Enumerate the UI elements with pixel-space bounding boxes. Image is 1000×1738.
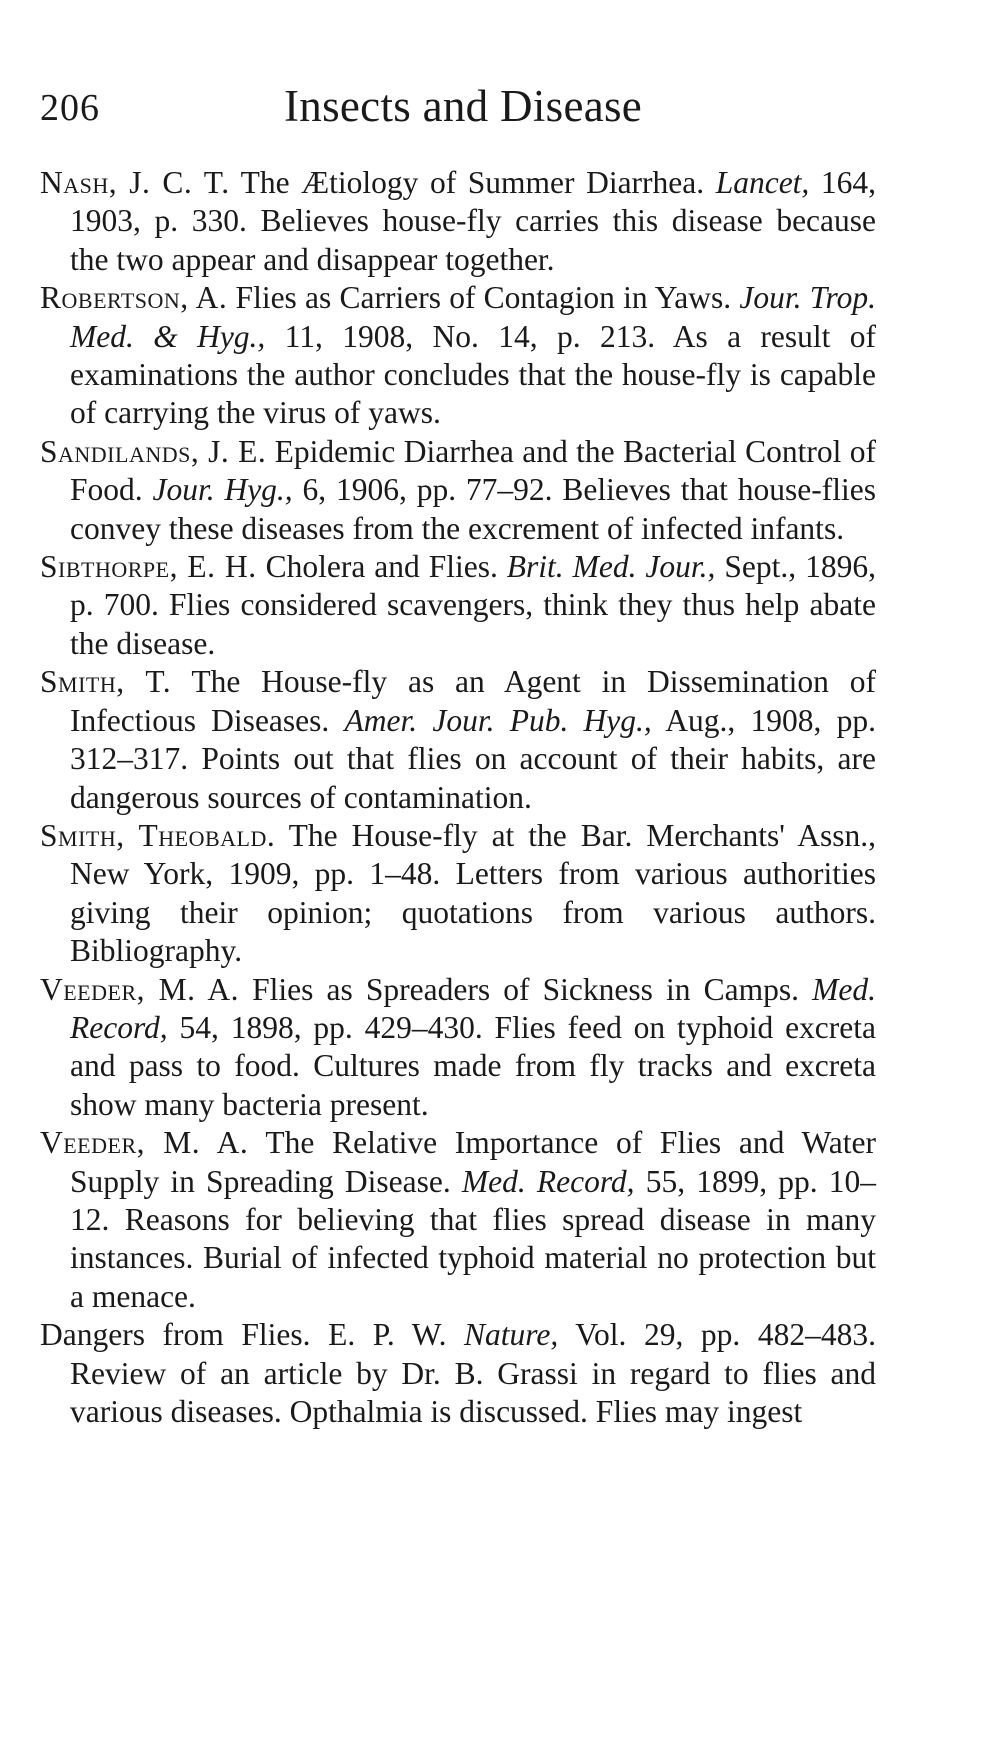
bibliography-entry <box>40 663 876 817</box>
bibliography-entry <box>40 433 876 548</box>
bibliography-entry <box>40 817 876 971</box>
entry-details: 54, 1898, pp. 429–430. Flies feed on typhoid excreta and pass to food. Cultures made from fly tracks and excreta show many bacteria present. <box>70 1009 876 1122</box>
bibliography-entry <box>40 548 876 663</box>
entry-title: The Relative Importance of Flies and Water Supply in Spreading Disease. <box>70 1125 876 1199</box>
entry-journal: Nature, <box>464 1317 559 1353</box>
entry-author: Robertson, A. <box>40 280 228 316</box>
entry-author: Sibthorpe, E. H. <box>40 549 257 585</box>
entry-details: 164, 1903, p. 330. Believes house-fly carries this disease because the two appear and disappear together. <box>70 165 877 277</box>
bibliography-entry <box>40 279 876 433</box>
entry-author: Veeder, M. A. <box>40 971 240 1007</box>
entry-journal: Jour. Hyg., <box>152 472 293 508</box>
entry-author: Smith, T. <box>40 664 172 700</box>
bibliography-list <box>40 164 876 1431</box>
bibliography-entry <box>40 164 876 279</box>
entry-details: 6, 1906, pp. 77–92. Believes that house-flies convey these diseases from the excrement of infected infants. <box>70 472 876 546</box>
entry-journal: Amer. Jour. Pub. Hyg., <box>344 702 652 738</box>
entry-journal: Brit. Med. Jour., <box>506 549 716 585</box>
entry-title: The House-fly as an Agent in Dissemination of Infectious Diseases. <box>70 664 876 738</box>
entry-author: Veeder, M. A. <box>40 1125 249 1161</box>
entry-journal: Jour. Trop. Med. & Hyg., <box>70 280 877 354</box>
entry-title: Flies as Carriers of Contagion in Yaws. <box>227 280 740 316</box>
bibliography-entry <box>40 1124 876 1316</box>
entry-title: Dangers from Flies. E. P. W. <box>40 1317 465 1353</box>
entry-author: Smith, Theobald. <box>40 817 276 853</box>
entry-journal: Lancet, <box>715 165 810 200</box>
page-number: 206 <box>40 87 100 129</box>
entry-details: 55, 1899, pp. 10–12. Reasons for believing that flies spread disease in many instances. Burial of infected typhoid material no protection but a menace. <box>70 1163 876 1314</box>
entry-details: Vol. 29, pp. 482–483. Review of an article by Dr. B. Grassi in regard to flies and various diseases. Opthalmia is discussed. Flies may ingest <box>70 1317 876 1429</box>
entry-details: Sept., 1896, p. 700. Flies considered scavengers, think they thus help abate the disease. <box>70 549 876 661</box>
entry-title: Epidemic Diarrhea and the Bacterial Control of Food. <box>70 433 876 508</box>
running-head <box>40 80 920 140</box>
entry-title: The Ætiology of Summer Diarrhea. <box>229 165 716 200</box>
entry-title: The House-fly at the Bar. Merchants' Assn., New York, 1909, pp. 1–48. Letters from various authorities giving their opinion; quotations from various authors. Bibliography. <box>70 817 876 969</box>
entry-details: 11, 1908, No. 14, p. 213. As a result of examinations the author concludes that the house-fly is capable of carrying the virus of yaws. <box>70 318 876 431</box>
entry-title: Cholera and Flies. <box>256 549 507 585</box>
entry-journal: Med. Record, <box>70 971 876 1045</box>
entry-journal: Med. Record, <box>461 1163 635 1199</box>
entry-details: Aug., 1908, pp. 312–317. Points out that flies on account of their habits, are dangerous sources of contamination. <box>70 702 876 815</box>
entry-author: Nash, J. C. T. <box>40 165 230 200</box>
running-title: Insects and Disease <box>284 81 643 131</box>
bibliography-entry <box>40 971 876 1125</box>
entry-author: Sandilands, J. E. <box>40 433 267 469</box>
bibliography-entry <box>40 1316 876 1431</box>
entry-title: Flies as Spreaders of Sickness in Camps. <box>239 971 813 1007</box>
